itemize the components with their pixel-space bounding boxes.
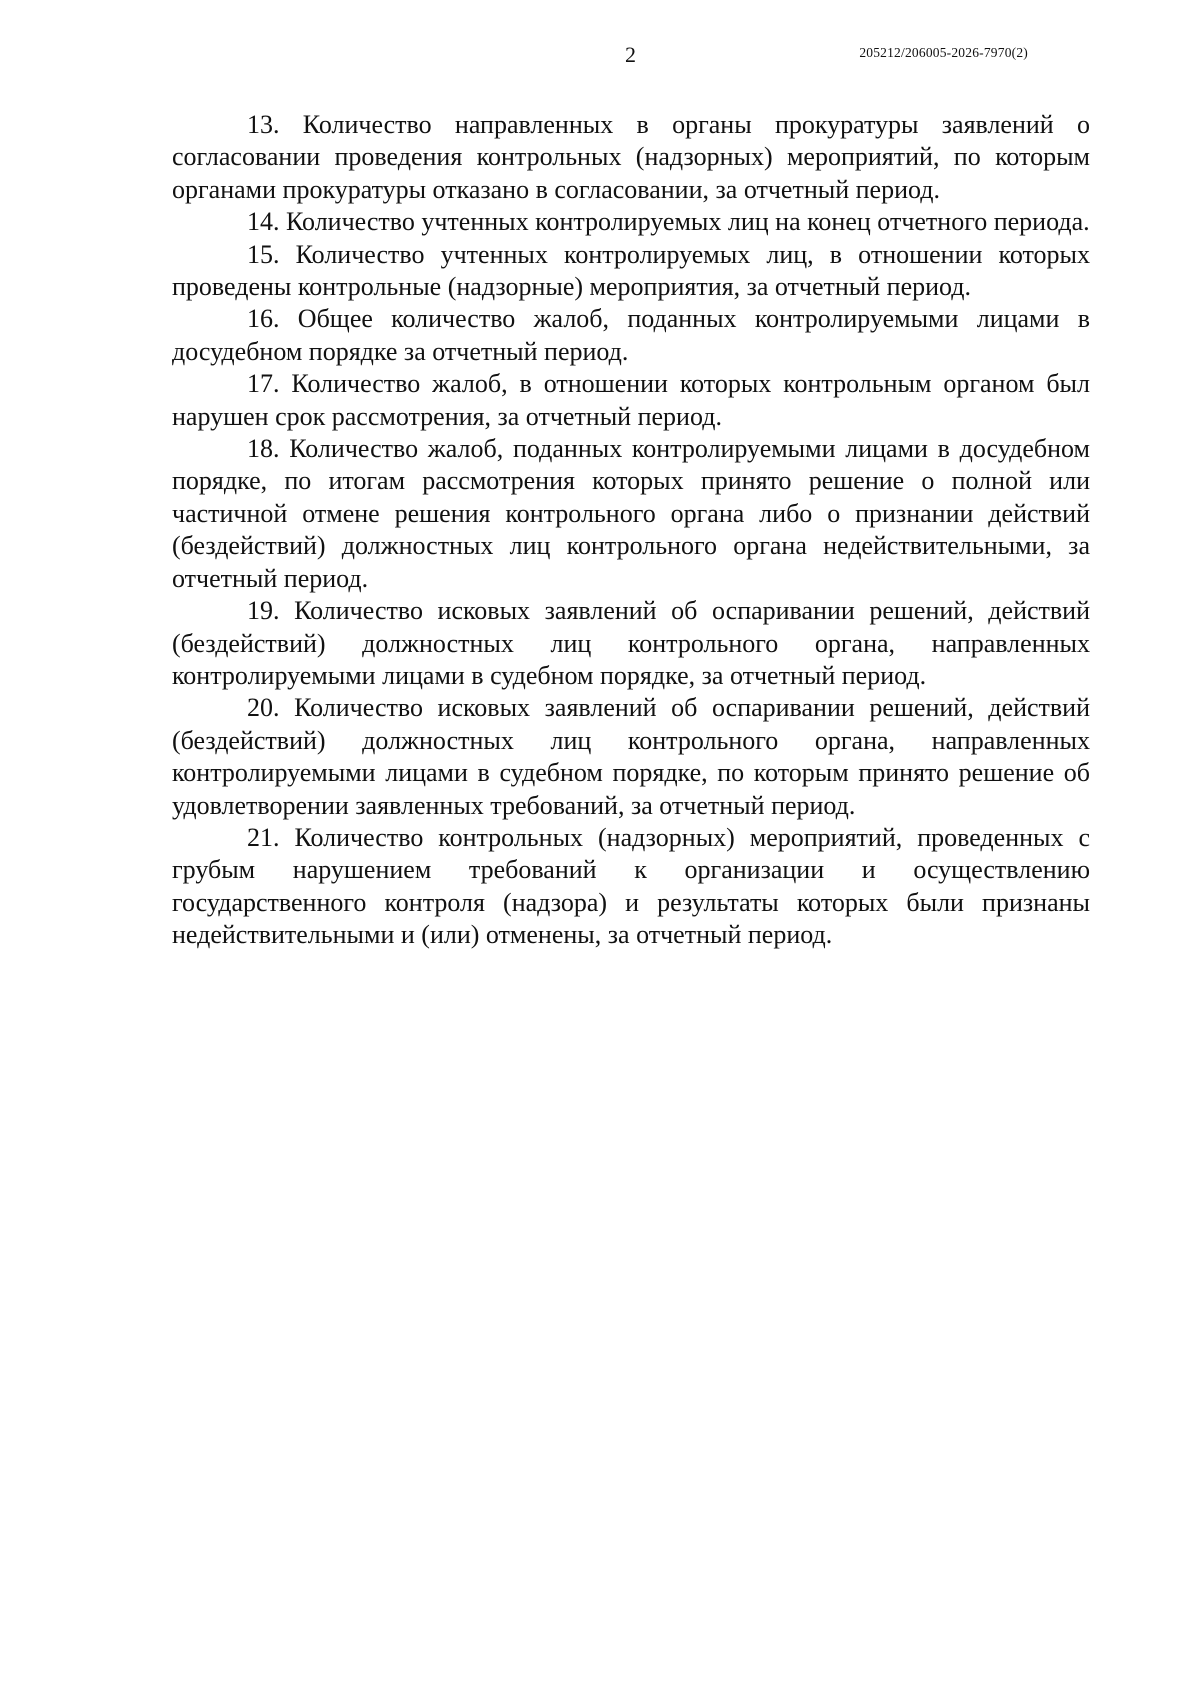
- document-body: [172, 109, 1090, 952]
- paragraph-16: 16. Общее количество жалоб, поданных контролируемыми лицами в досудебном порядке за отчетный период.: [172, 304, 1090, 366]
- document-id: 205212/206005-2026-7970(2): [859, 45, 1028, 60]
- paragraph-19: 19. Количество исковых заявлений об оспаривании решений, действий (бездействий) должностных лиц контрольного органа, направленных контролируемыми лицами в судебном порядке, за отчетный период.: [172, 596, 1090, 690]
- paragraph-13: 13. Количество направленных в органы прокуратуры заявлений о согласовании проведения контрольных (надзорных) мероприятий, по которым органами прокуратуры отказано в согласовании, за отчетный период.: [172, 110, 1090, 204]
- paragraph-18: 18. Количество жалоб, поданных контролируемыми лицами в досудебном порядке, по итогам рассмотрения которых принято решение о полной или частичной отмене решения контрольного органа либо о признании действий (бездействий) должностных лиц контрольного органа недействительными, за отчетный период.: [172, 434, 1090, 593]
- paragraph-17: 17. Количество жалоб, в отношении которых контрольным органом был нарушен срок рассмотрения, за отчетный период.: [172, 369, 1090, 431]
- paragraph-15: 15. Количество учтенных контролируемых лиц, в отношении которых проведены контрольные (надзорные) мероприятия, за отчетный период.: [172, 239, 1090, 302]
- paragraph-21: 21. Количество контрольных (надзорных) мероприятий, проведенных с грубым нарушением требований к организации и осуществлению государственного контроля (надзора) и результаты которых были признаны недействительными и (или) отменены, за отчетный период.: [172, 822, 1090, 950]
- paragraph-14: 14. Количество учтенных контролируемых лиц на конец отчетного периода.: [247, 207, 1090, 237]
- page-number: 2: [625, 42, 636, 67]
- paragraph-20: 20. Количество исковых заявлений об оспаривании решений, действий (бездействий) должностных лиц контрольного органа, направленных контролируемыми лицами в судебном порядке, по которым принято решение об удовлетворении заявленных требований, за отчетный период.: [172, 693, 1090, 820]
